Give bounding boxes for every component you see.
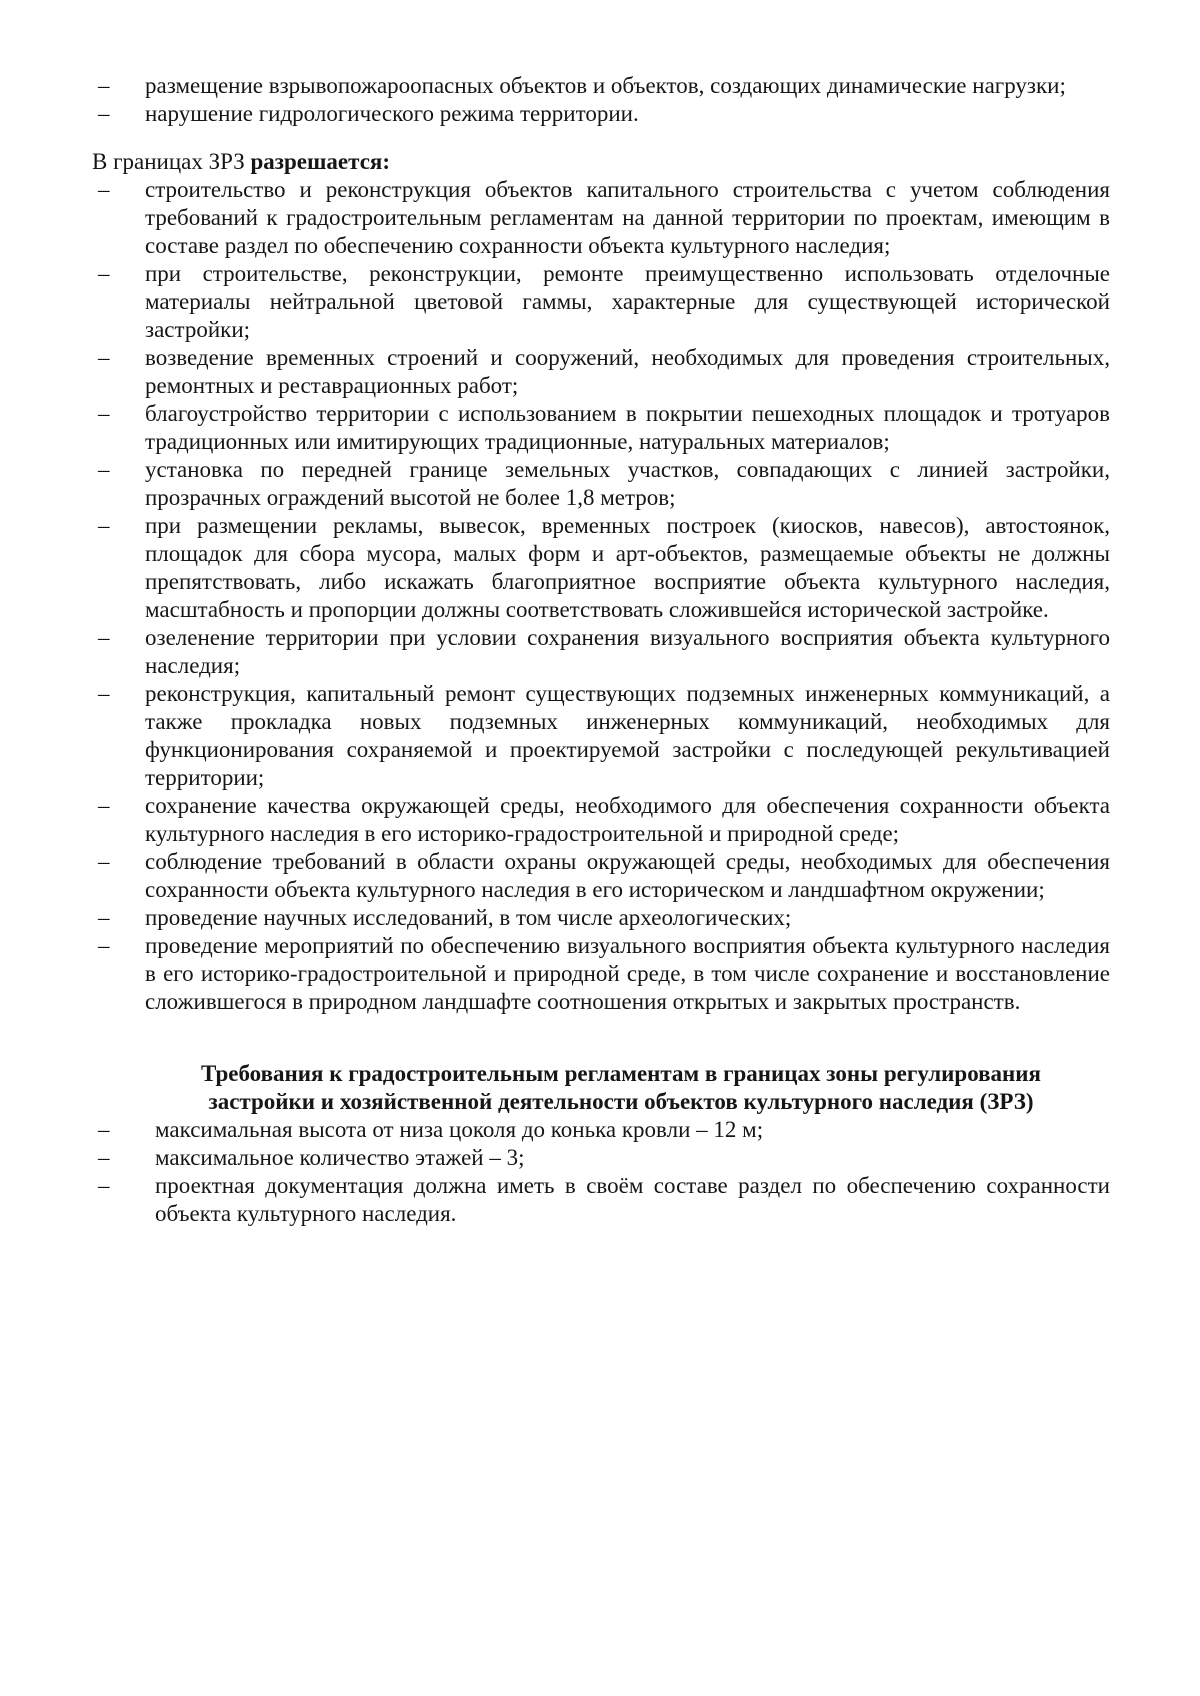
requirements-list [92,1116,1110,1228]
list-item: – проведение научных исследований, в том числе археологических; [98,905,792,930]
requirements-heading: Требования к градостроительным регламентам в границах зоны регулирования застройки и хозяйственной деятельности объектов культурного наследия (ЗРЗ) [200,1061,1041,1114]
dash-marker: – [98,101,110,126]
dash-marker: – [98,849,110,874]
list-item: – благоустройство территории с использованием в покрытии пешеходных площадок и тротуаров традиционных или имитирующих традиционные, натуральных материалов; [98,401,1110,454]
list-item: – строительство и реконструкция объектов капитального строительства с учетом соблюдения требований к градостроительным регламентам на данной территории по проектам, имеющим в составе раздел по обеспечению сохранности объекта культурного наследия; [98,177,1110,258]
list-item: – возведение временных строений и сооружений, необходимых для проведения строительных, ремонтных и реставрационных работ; [98,345,1110,398]
list-item: – при размещении рекламы, вывесок, временных построек (киосков, навесов), автостоянок, площадок для сбора мусора, малых форм и арт-объектов, размещаемые объекты не должны препятствовать, либо искажать благоприятное восприятие объекта культурного наследия, масштабность и пропорции должны соответствовать сложившейся исторической застройке. [98,513,1110,622]
list-item: – озеленение территории при условии сохранения визуального восприятия объекта культурного наследия; [98,625,1110,678]
prohibited-list-continuation [92,72,1110,128]
dash-marker: – [98,345,110,370]
list-item: – проектная документация должна иметь в своём составе раздел по обеспечению сохранности объекта культурного наследия. [98,1173,1110,1226]
list-item: – реконструкция, капитальный ремонт существующих подземных инженерных коммуникаций, а также прокладка новых подземных инженерных коммуникаций, необходимых для функционирования сохраняемой и проектируемой застройки с последующей рекультивацией территории; [98,681,1110,790]
list-item: – установка по передней границе земельных участков, совпадающих с линией застройки, прозрачных ограждений высотой не более 1,8 метров; [98,457,1110,510]
dash-marker: – [98,1145,110,1170]
dash-marker: – [98,73,110,98]
dash-marker: – [98,905,110,930]
document-page [92,72,1110,1228]
dash-marker: – [98,1173,110,1198]
list-item: – сохранение качества окружающей среды, необходимого для обеспечения сохранности объекта культурного наследия в его историко-градостроительной и природной среде; [98,793,1110,846]
list-item: – при строительстве, реконструкции, ремонте преимущественно использовать отделочные материалы нейтральной цветовой гаммы, характерные для существующей исторической застройки; [98,261,1110,342]
dash-marker: – [98,261,110,286]
dash-marker: – [98,625,110,650]
list-item: – нарушение гидрологического режима территории. [98,101,639,126]
dash-marker: – [98,457,110,482]
allowed-list [92,176,1110,1016]
dash-marker: – [98,513,110,538]
dash-marker: – [98,1117,110,1142]
dash-marker: – [98,681,110,706]
list-item: – максимальная высота от низа цоколя до конька кровли – 12 м; [98,1117,764,1142]
dash-marker: – [98,177,110,202]
list-item: – размещение взрывопожароопасных объектов и объектов, создающих динамические нагрузки; [98,73,1066,98]
dash-marker: – [98,793,110,818]
dash-marker: – [98,401,110,426]
list-item: – проведение мероприятий по обеспечению визуального восприятия объекта культурного наследия в его историко-градостроительной и природной среде, в том числе сохранение и восстановление сложившегося в природном ландшафте соотношения открытых и закрытых пространств. [98,933,1110,1014]
list-item: – соблюдение требований в области охраны окружающей среды, необходимых для обеспечения сохранности объекта культурного наследия в его историческом и ландшафтном окружении; [98,849,1110,902]
list-item: – максимальное количество этажей – 3; [98,1145,525,1170]
dash-marker: – [98,933,110,958]
allowed-intro: В границах ЗРЗ разрешается: [92,149,391,174]
